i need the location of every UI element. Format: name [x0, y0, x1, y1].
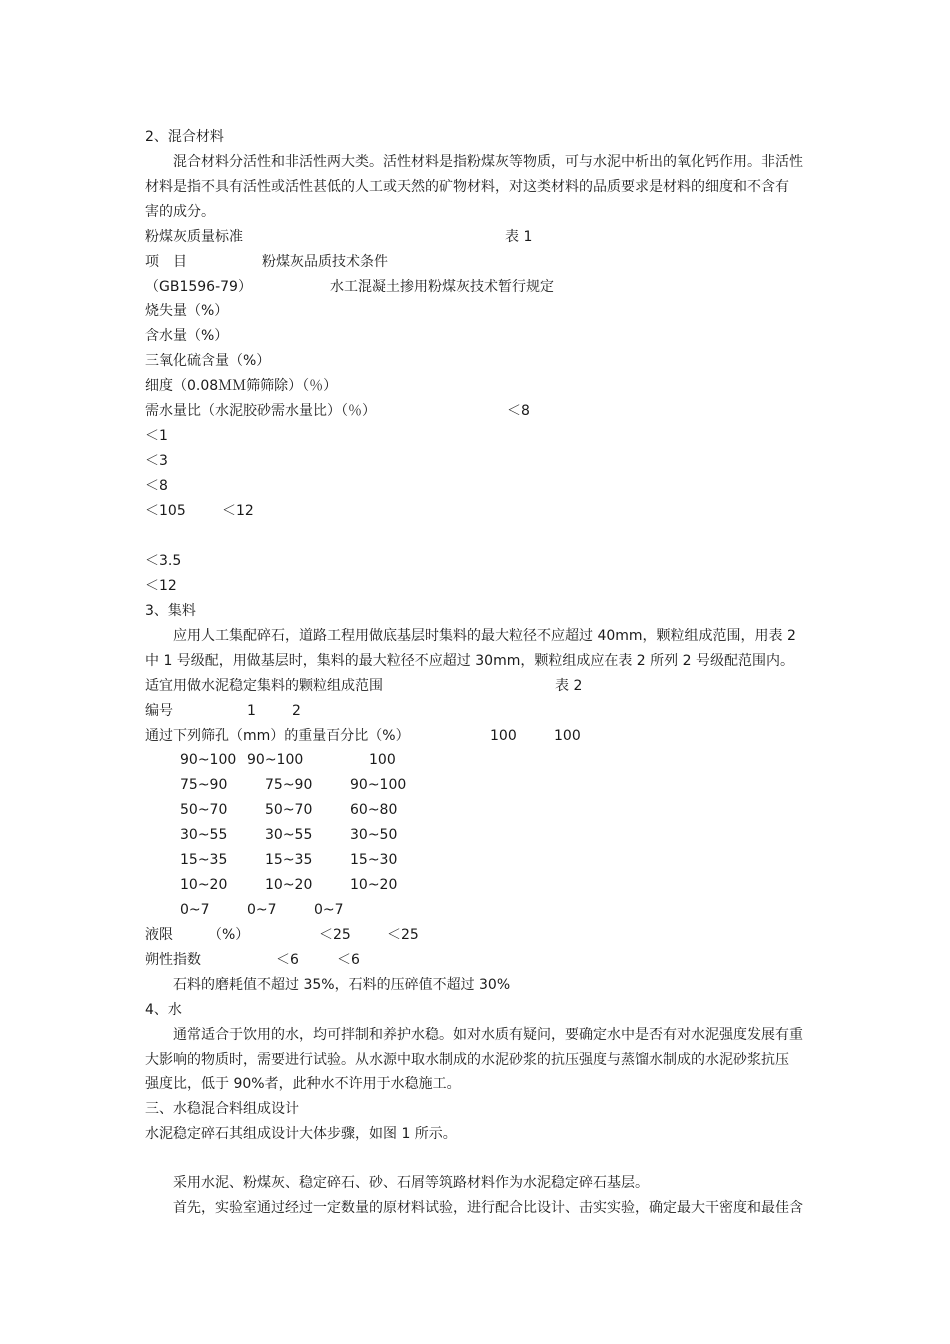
paragraph-line: 材料是指不具有活性或活性甚低的人工或天然的矿物材料，对这类材料的品质要求是材料的细度和不含有 — [145, 179, 789, 195]
table-cell: 90~100 — [180, 752, 237, 768]
table-cell: 30~55 — [265, 827, 313, 843]
table-cell: 三氧化硫含量（%） — [145, 353, 271, 369]
table-cell: （GB1596-79） — [145, 279, 252, 295]
table-cell: ＜105 — [145, 503, 186, 519]
table-caption: 粉煤灰质量标准 — [145, 229, 243, 245]
paragraph-line: 大影响的物质时，需要进行试验。从水源中取水制成的水泥砂浆的抗压强度与蒸馏水制成的水泥砂浆抗压 — [145, 1052, 789, 1068]
table-number: 表 1 — [505, 229, 533, 245]
table-cell: 1 — [247, 703, 256, 719]
table-cell: 需水量比（水泥胶砂需水量比）（％） — [145, 403, 376, 419]
table-cell: 75~90 — [265, 777, 313, 793]
paragraph-line: 水泥稳定碎石其组成设计大体步骤，如图 1 所示。 — [145, 1126, 457, 1142]
paragraph-line: 应用人工集配碎石，道路工程用做底基层时集料的最大粒径不应超过 40mm，颗粒组成范围，用表 2 — [173, 628, 796, 644]
table-cell: ＜12 — [222, 503, 254, 519]
table-cell: 含水量（%） — [145, 328, 229, 344]
table-cell: 15~30 — [350, 852, 398, 868]
table-cell: 烧失量（%） — [145, 303, 229, 319]
table-cell: 项 目 — [145, 254, 187, 270]
section-heading: 2、混合材料 — [145, 129, 224, 145]
paragraph-line: 中 1 号级配，用做基层时，集料的最大粒径不应超过 30mm，颗粒组成应在表 2 所列 2 号级配范围内。 — [145, 653, 794, 669]
table-cell: ＜12 — [145, 578, 177, 594]
paragraph-line: 通常适合于饮用的水，均可拌制和养护水稳。如对水质有疑问，要确定水中是否有对水泥强度发展有重 — [173, 1027, 803, 1043]
table-cell: 编号 — [145, 703, 173, 719]
table-cell: 90~100 — [247, 752, 304, 768]
table-caption: 适宜用做水泥稳定集料的颗粒组成范围 — [145, 678, 383, 694]
table-cell: 10~20 — [265, 877, 313, 893]
table-cell: 2 — [292, 703, 301, 719]
table-cell: 细度（0.08ＭＭ筛筛除）（％） — [145, 378, 338, 394]
table-cell: 30~50 — [350, 827, 398, 843]
table-cell: ＜6 — [276, 952, 299, 968]
table-cell: （%） — [208, 927, 250, 943]
table-cell: 15~35 — [265, 852, 313, 868]
table-cell: ＜25 — [319, 927, 351, 943]
table-cell: 100 — [554, 728, 581, 744]
table-cell: 液限 — [145, 927, 173, 943]
table-cell: 90~100 — [350, 777, 407, 793]
table-number: 表 2 — [555, 678, 583, 694]
table-cell: ＜8 — [507, 403, 530, 419]
paragraph-line: 强度比，低于 90%者，此种水不许用于水稳施工。 — [145, 1076, 461, 1092]
table-cell: 100 — [369, 752, 396, 768]
table-cell: ＜3 — [145, 453, 168, 469]
table-cell: 15~35 — [180, 852, 228, 868]
table-cell: 50~70 — [180, 802, 228, 818]
table-cell: ＜8 — [145, 478, 168, 494]
table-cell: ＜1 — [145, 428, 168, 444]
table-cell: 10~20 — [350, 877, 398, 893]
table-cell: 50~70 — [265, 802, 313, 818]
table-cell: 0~7 — [180, 902, 210, 918]
table-cell: 100 — [490, 728, 517, 744]
table-cell: ＜3.5 — [145, 553, 182, 569]
paragraph-line: 采用水泥、粉煤灰、稳定碎石、砂、石屑等筑路材料作为水泥稳定碎石基层。 — [173, 1175, 649, 1191]
paragraph-line: 石料的磨耗值不超过 35%，石料的压碎值不超过 30% — [173, 977, 511, 993]
paragraph-line: 混合材料分活性和非活性两大类。活性材料是指粉煤灰等物质，可与水泥中析出的氧化钙作用。非活性 — [173, 154, 803, 170]
table-cell: 通过下列筛孔（mm）的重量百分比（%） — [145, 728, 410, 744]
table-cell: 75~90 — [180, 777, 228, 793]
section-heading: 三、水稳混合料组成设计 — [145, 1101, 299, 1117]
table-cell: 10~20 — [180, 877, 228, 893]
table-cell: 60~80 — [350, 802, 398, 818]
table-cell: ＜6 — [337, 952, 360, 968]
table-cell: ＜25 — [387, 927, 419, 943]
table-cell: 朔性指数 — [145, 952, 201, 968]
paragraph-line: 害的成分。 — [145, 204, 215, 220]
table-cell: 30~55 — [180, 827, 228, 843]
section-heading: 4、水 — [145, 1002, 182, 1018]
table-cell: 水工混凝土掺用粉煤灰技术暂行规定 — [330, 279, 554, 295]
table-cell: 0~7 — [247, 902, 277, 918]
table-cell: 粉煤灰品质技术条件 — [262, 254, 388, 270]
table-cell: 0~7 — [314, 902, 344, 918]
paragraph-line: 首先，实验室通过经过一定数量的原材料试验，进行配合比设计、击实实验，确定最大干密度和最佳含 — [173, 1200, 803, 1216]
section-heading: 3、集料 — [145, 603, 196, 619]
